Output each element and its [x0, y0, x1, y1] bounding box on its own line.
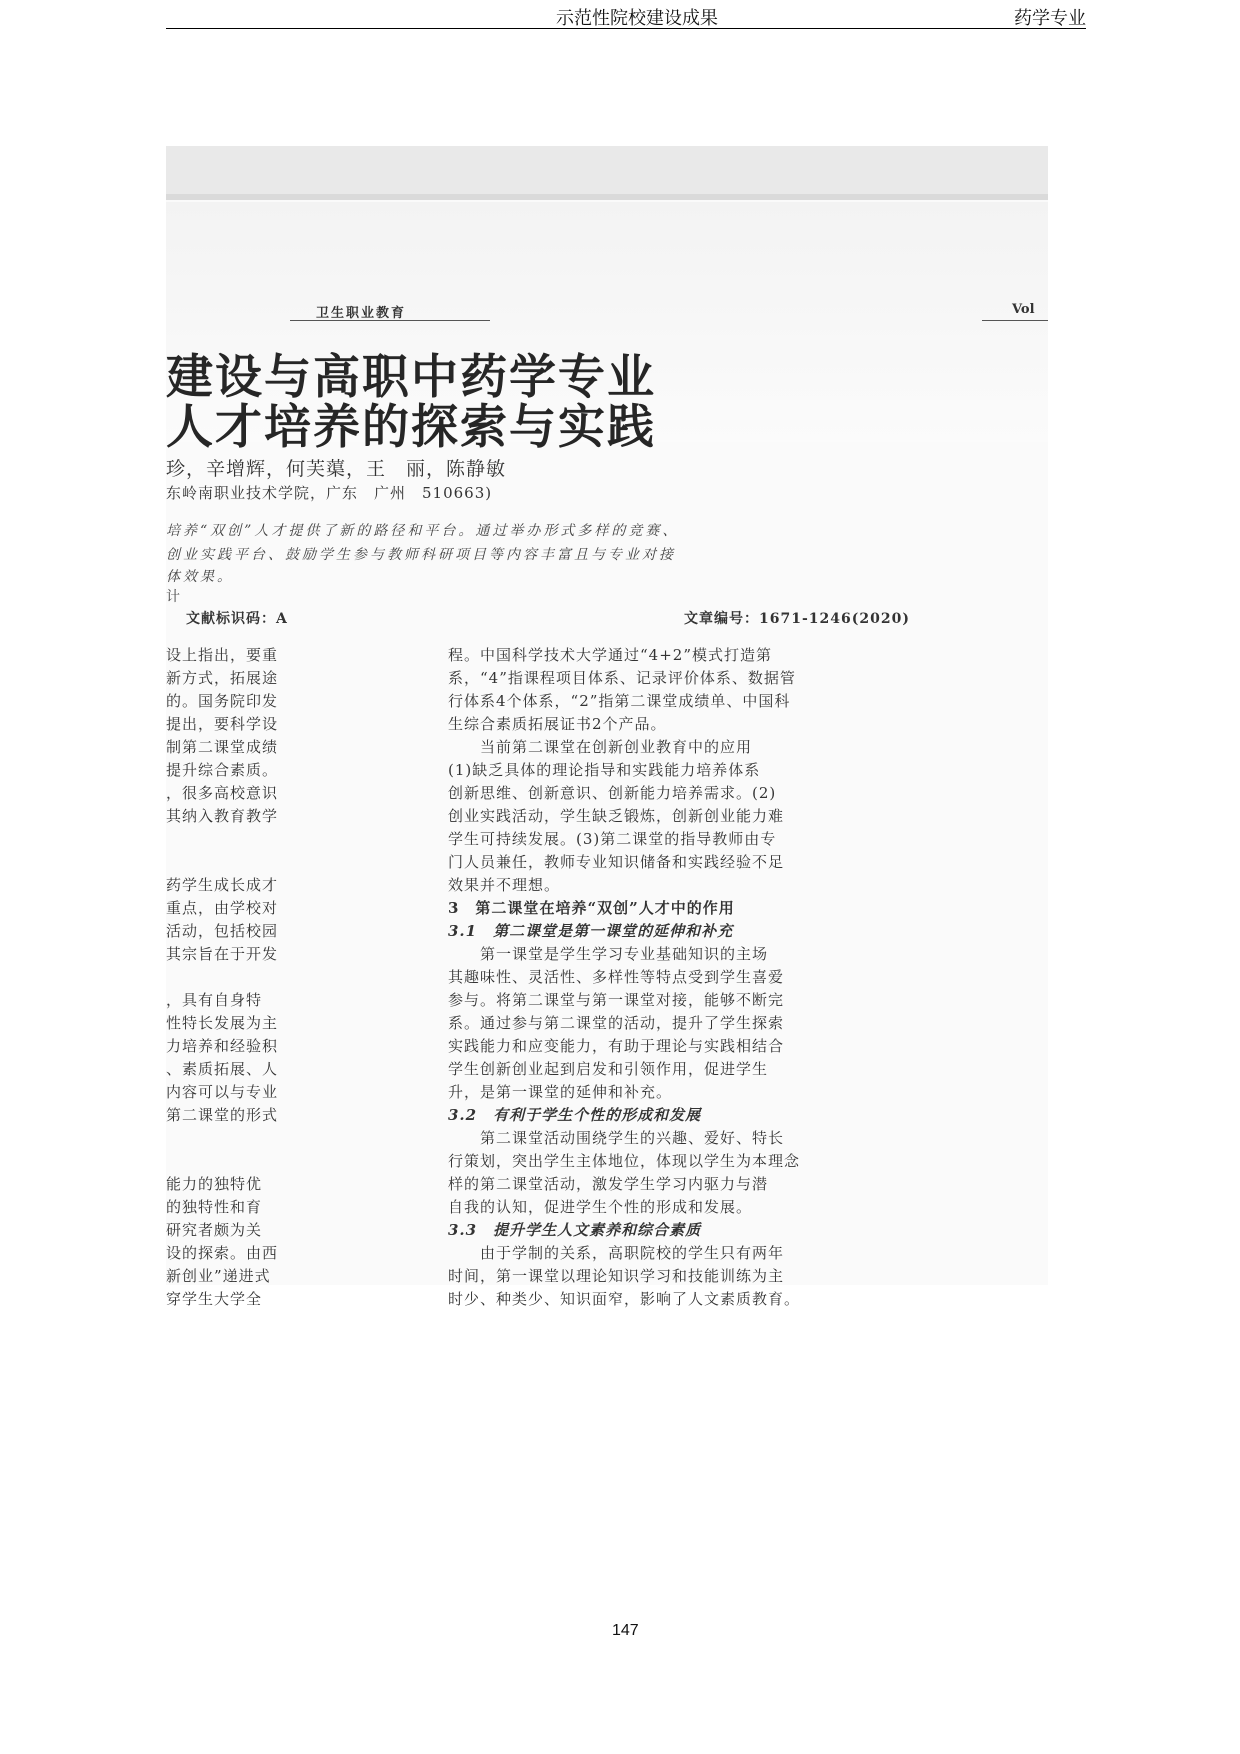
left-column-line: 内容可以与专业 [166, 1083, 279, 1101]
left-column-line: 新方式，拓展途 [166, 669, 279, 687]
header-section: 药学专业 [1014, 8, 1086, 29]
left-column-line: 的独特性和育 [166, 1198, 263, 1216]
left-column-line: 药学生成长成才 [166, 876, 279, 894]
journal-name: 卫生职业教育 [316, 306, 407, 321]
right-column-line: 生综合素质拓展证书2个产品。 [448, 715, 667, 733]
left-column-line: 的。国务院印发 [166, 692, 279, 710]
left-column-line [166, 1150, 402, 1173]
volume-fragment: Vol [1012, 302, 1035, 317]
section-heading: 3.3 提升学生人文素养和综合素质 [448, 1221, 702, 1239]
right-column-line: 程。中国科学技术大学通过“4+2”模式打造第 [448, 646, 772, 664]
authors: 珍，辛增辉，何芙蕖，王 丽，陈静敏 [166, 458, 507, 480]
left-column-line [166, 1127, 402, 1150]
left-column-line: 活动，包括校园 [166, 922, 279, 940]
scan-shadow-band [166, 194, 1048, 200]
right-column-line: 升，是第一课堂的延伸和补充。 [448, 1083, 673, 1101]
header-title: 示范性院校建设成果 [556, 8, 718, 29]
right-column-line: 行策划，突出学生主体地位，体现以学生为本理念 [448, 1152, 801, 1170]
right-column-line: 创新思维、创新意识、创新能力培养需求。(2) [448, 784, 777, 802]
article-title-line1: 建设与高职中药学专业 [166, 350, 656, 405]
abstract-line: 创业实践平台、鼓励学生参与教师科研项目等内容丰富且与专业对接 [166, 547, 676, 563]
right-column-line: 第一课堂是学生学习专业基础知识的主场 [448, 945, 769, 963]
right-column-line: 第二课堂活动围绕学生的兴趣、爱好、特长 [448, 1129, 785, 1147]
keywords-fragment: 计 [166, 589, 180, 605]
right-column-line: 参与。将第二课堂与第一课堂对接，能够不断完 [448, 991, 785, 1009]
section-heading: 3 第二课堂在培养“双创”人才中的作用 [448, 899, 735, 917]
right-column-line: 门人员兼任，教师专业知识储备和实践经验不足 [448, 853, 785, 871]
left-column-line: 制第二课堂成绩 [166, 738, 279, 756]
left-column-line [166, 828, 402, 851]
left-column-line: 第二课堂的形式 [166, 1106, 279, 1124]
right-column-line: 由于学制的关系，高职院校的学生只有两年 [448, 1244, 785, 1262]
journal-rule [290, 320, 490, 321]
right-column-line: (1)缺乏具体的理论指导和实践能力培养体系 [448, 761, 761, 779]
article-title-line2: 人才培养的探索与实践 [166, 400, 656, 455]
left-column-line: 、素质拓展、人 [166, 1060, 279, 1078]
volume-rule [982, 320, 1048, 321]
right-column-text [448, 644, 1048, 1311]
right-column-line: 时间，第一课堂以理论知识学习和技能训练为主 [448, 1267, 785, 1285]
left-column-line: ，具有自身特 [166, 991, 263, 1009]
right-column-line: 行体系4个体系，“2”指第二课堂成绩单、中国科 [448, 692, 791, 710]
abstract-line: 培养“双创”人才提供了新的路径和平台。通过举办形式多样的竞赛、 [166, 523, 680, 539]
right-column-line: 学生可持续发展。(3)第二课堂的指导教师由专 [448, 830, 777, 848]
right-column-line: 系。通过参与第二课堂的活动，提升了学生探索 [448, 1014, 785, 1032]
left-column-line: 其宗旨在于开发 [166, 945, 279, 963]
left-column-line: 设上指出，要重 [166, 646, 279, 664]
page-header [166, 0, 1086, 29]
article-number: 文章编号：1671-1246(2020) [684, 611, 910, 627]
document-id-code: 文献标识码：A [186, 611, 288, 627]
left-column-line: 穿学生大学全 [166, 1290, 263, 1308]
right-column-line: 样的第二课堂活动，激发学生学习内驱力与潜 [448, 1175, 769, 1193]
left-column-line: 能力的独特优 [166, 1175, 263, 1193]
right-column-line: 实践能力和应变能力，有助于理论与实践相结合 [448, 1037, 785, 1055]
left-column-line: 新创业”递进式 [166, 1267, 271, 1285]
left-column-line: 重点，由学校对 [166, 899, 279, 917]
left-column-line: 提升综合素质。 [166, 761, 279, 779]
right-column-line: 当前第二课堂在创新创业教育中的应用 [448, 738, 753, 756]
page-number: 147 [612, 1622, 639, 1639]
right-column-line: 其趣味性、灵活性、多样性等特点受到学生喜爱 [448, 968, 785, 986]
left-column-line: 设的探索。由西 [166, 1244, 279, 1262]
abstract-line: 体效果。 [166, 569, 234, 585]
right-column-line: 自我的认知，促进学生个性的形成和发展。 [448, 1198, 753, 1216]
left-column-text [166, 644, 402, 1311]
right-column-line: 学生创新创业起到启发和引领作用，促进学生 [448, 1060, 769, 1078]
left-column-line: 研究者颇为关 [166, 1221, 263, 1239]
scan-top-band [166, 146, 1048, 194]
right-column-line: 效果并不理想。 [448, 876, 561, 894]
left-column-line: 力培养和经验积 [166, 1037, 279, 1055]
left-column-line [166, 851, 402, 874]
left-column-line: ，很多高校意识 [166, 784, 279, 802]
section-heading: 3.1 第二课堂是第一课堂的延伸和补充 [448, 922, 734, 940]
right-column-line: 时少、种类少、知识面窄，影响了人文素质教育。 [448, 1290, 801, 1308]
affiliation: 东岭南职业技术学院，广东 广州 510663) [166, 484, 493, 502]
section-heading: 3.2 有利于学生个性的形成和发展 [448, 1106, 702, 1124]
left-column-line: 其纳入教育教学 [166, 807, 279, 825]
left-column-line: 性特长发展为主 [166, 1014, 279, 1032]
right-column-line: 创业实践活动，学生缺乏锻炼，创新创业能力难 [448, 807, 785, 825]
scanned-article-image [166, 146, 1048, 1308]
left-column-line [166, 966, 402, 989]
left-column-line: 提出，要科学设 [166, 715, 279, 733]
right-column-line: 系，“4”指课程项目体系、记录评价体系、数据管 [448, 669, 796, 687]
